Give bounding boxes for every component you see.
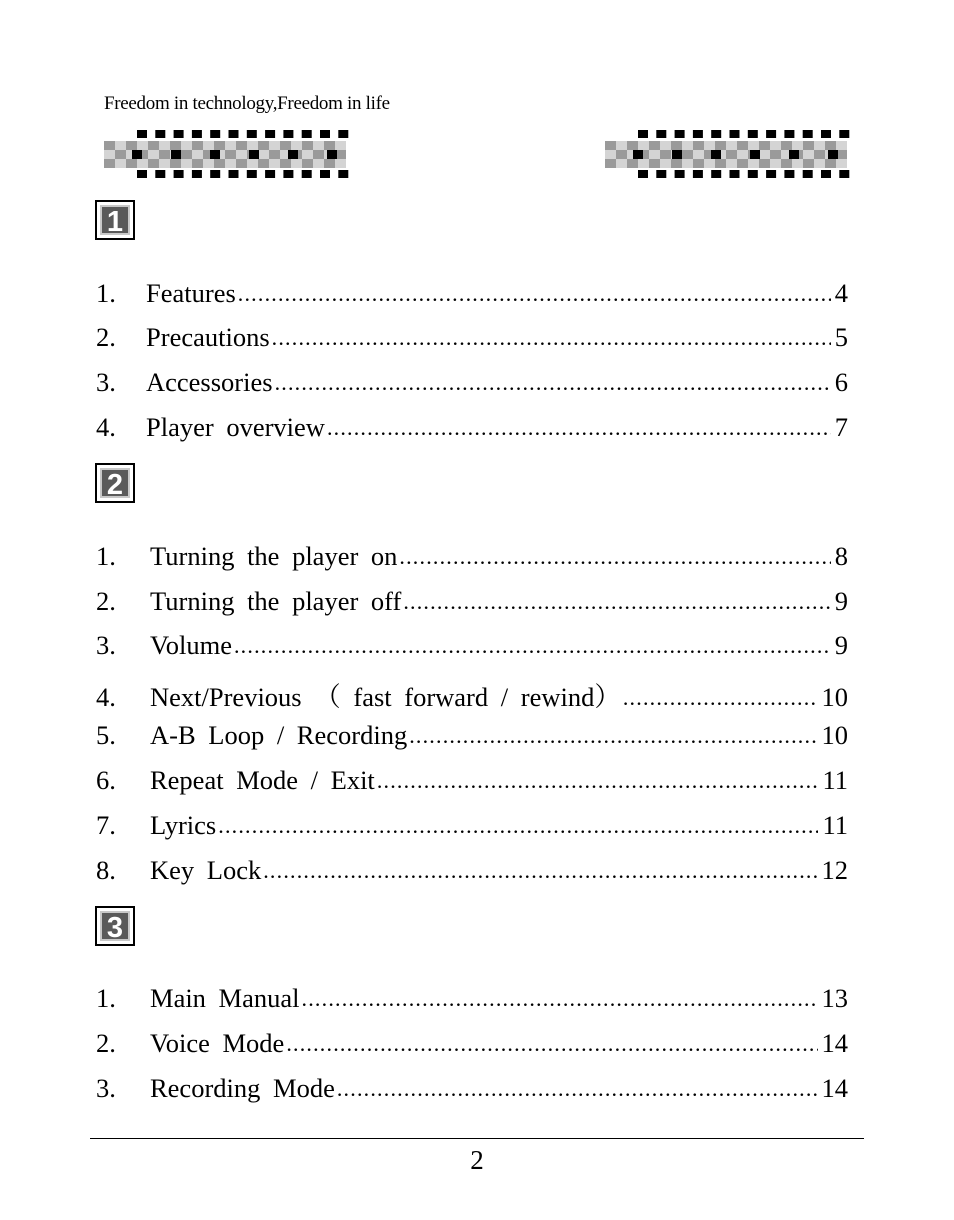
toc-entry[interactable]: [96, 1028, 848, 1062]
toc-entry-title: Next/Previous （ fast forward / rewind）: [150, 682, 621, 712]
toc-entry-page: 8: [834, 541, 848, 571]
dot-leader: [286, 1027, 817, 1058]
dot-leader: [218, 809, 818, 840]
toc-entry[interactable]: [96, 855, 848, 889]
page-number: 2: [470, 1145, 484, 1175]
toc-entry-title: Main Manual: [150, 983, 300, 1013]
toc-entry[interactable]: [96, 367, 848, 401]
toc-entry[interactable]: [96, 322, 848, 356]
toc-entry-number: 3.: [96, 630, 116, 660]
toc-entry-title: Key Lock: [150, 855, 262, 885]
toc-entry-title: Player overview: [146, 412, 325, 442]
toc-entry[interactable]: [96, 1073, 848, 1107]
toc-entry[interactable]: [96, 810, 848, 844]
toc-entry[interactable]: [96, 630, 848, 664]
toc-entry[interactable]: [96, 278, 848, 312]
toc-entry-number: 1.: [96, 541, 116, 571]
toc-entry-number: 3.: [96, 367, 116, 397]
toc-entry-page: 5: [834, 322, 848, 352]
dot-leader: [263, 854, 817, 885]
toc-entry-page: 14: [821, 1073, 848, 1103]
toc-entry-page: 9: [834, 586, 848, 616]
toc-entry-page: 6: [834, 367, 848, 397]
toc-entry-title: A-B Loop / Recording: [150, 720, 408, 750]
toc-entry-title: Accessories: [146, 367, 273, 397]
dot-leader: [327, 411, 831, 442]
section-badge-label: 1: [100, 205, 130, 235]
toc-entry-page: 11: [822, 765, 848, 795]
toc-entry-number: 7.: [96, 810, 116, 840]
toc-entry-page: 9: [834, 630, 848, 660]
toc-entry[interactable]: [96, 675, 848, 712]
section-badge-1: [95, 200, 135, 240]
toc-entry-title: Turning the player on: [150, 541, 398, 571]
footer-divider: [90, 1138, 864, 1139]
toc-entry-number: 8.: [96, 855, 116, 885]
checker-ornament-left: [104, 130, 354, 180]
dot-leader: [238, 277, 831, 308]
toc-entry-page: 10: [821, 720, 848, 750]
header-tagline: Freedom in technology,Freedom in life: [104, 93, 390, 114]
toc-entry-number: 2.: [96, 322, 116, 352]
dot-leader: [272, 321, 831, 352]
dot-leader: [275, 366, 831, 397]
toc-entry-number: 5.: [96, 720, 116, 750]
dot-leader: [623, 681, 818, 712]
checker-ornament-right: [605, 130, 855, 180]
toc-entry-page: 12: [821, 855, 848, 885]
dot-leader: [409, 719, 817, 750]
toc-entry-title: Features: [146, 278, 236, 308]
section-badge-3: [95, 906, 135, 946]
toc-entry-number: 2.: [96, 586, 116, 616]
toc-entry-number: 1.: [96, 278, 116, 308]
dot-leader: [403, 585, 830, 616]
toc-entry[interactable]: [96, 720, 848, 754]
toc-entry-title: Volume: [150, 630, 232, 660]
dot-leader: [302, 982, 818, 1013]
toc-entry-number: 3.: [96, 1073, 116, 1103]
toc-entry[interactable]: [96, 983, 848, 1017]
toc-entry[interactable]: [96, 541, 848, 575]
toc-entry[interactable]: [96, 412, 848, 446]
toc-entry-number: 4.: [96, 412, 116, 442]
toc-entry-page: 14: [821, 1028, 848, 1058]
toc-entry-page: 11: [822, 810, 848, 840]
toc-entry-number: 6.: [96, 765, 116, 795]
toc-entry-number: 4.: [96, 682, 116, 712]
toc-entry-page: 7: [834, 412, 848, 442]
toc-entry-title: Recording Mode: [150, 1073, 335, 1103]
toc-entry-number: 2.: [96, 1028, 116, 1058]
toc-entry-title: Voice Mode: [150, 1028, 285, 1058]
dot-leader: [399, 540, 830, 571]
toc-entry[interactable]: [96, 765, 848, 799]
toc-entry-title: Precautions: [146, 322, 270, 352]
section-badge-label: 3: [100, 911, 130, 941]
toc-entry-number: 1.: [96, 983, 116, 1013]
dot-leader: [377, 764, 819, 795]
toc-entry-page: 13: [821, 983, 848, 1013]
section-badge-2: [95, 463, 135, 503]
dot-leader: [234, 629, 831, 660]
section-badge-label: 2: [100, 468, 130, 498]
toc-entry-page: 10: [821, 682, 848, 712]
dot-leader: [337, 1072, 818, 1103]
toc-entry-title: Repeat Mode / Exit: [150, 765, 375, 795]
toc-entry-title: Lyrics: [150, 810, 217, 840]
toc-entry-page: 4: [834, 278, 848, 308]
toc-entry[interactable]: [96, 586, 848, 620]
toc-entry-title: Turning the player off: [150, 586, 402, 616]
